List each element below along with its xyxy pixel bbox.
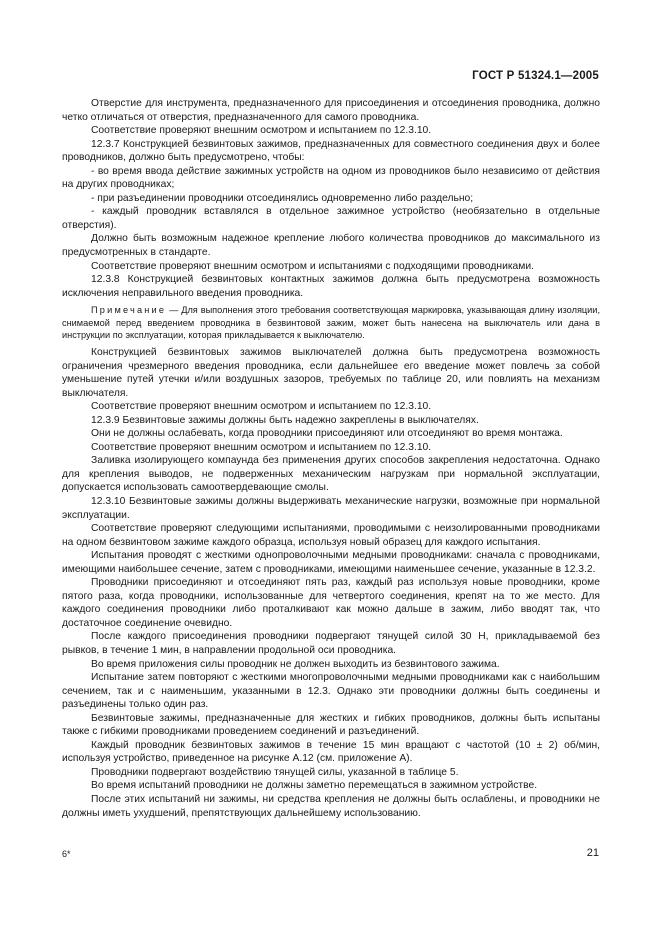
paragraph: Каждый проводник безвинтовых зажимов в течение 15 мин вращают с частотой (10 ± 2) об/мин, используя устройство, приведенное на рисунке А.12 (см. приложение А). <box>62 739 600 765</box>
list-item: - каждый проводник вставлялся в отдельное зажимное устройство (необязательно в отдельные отверстия). <box>62 206 600 231</box>
paragraph: Во время испытаний проводники не должны заметно перемещаться в зажимном устройстве. <box>91 780 538 792</box>
note-label: Примечание <box>91 305 167 316</box>
paragraph: Конструкцией безвинтовых зажимов выключателей должна быть предусмотрена возможность ограничения чрезмерного введения проводника, если дальнейшее его введение может повлечь за собой уменьшение путей утечки и/или воздушных зазоров, требуемых по таблице 20, или повлиять на механизм выключателя. <box>62 346 600 399</box>
paragraph: Соответствие проверяют внешним осмотром и испытаниями с подходящими проводниками. <box>91 260 534 272</box>
paragraph: Соответствие проверяют внешним осмотром и испытанием по 12.3.10. <box>91 441 432 453</box>
note-text: — Для выполнения этого требования соответствующая маркировка, указывающая длину изоляции, снимаемой перед введением проводника в безвинтовой зажим, может быть нанесена на выключатель или дана в инструкции по эксплуатации, которая прикладывается к выключателю. <box>62 305 600 341</box>
note <box>62 304 600 342</box>
paragraph: Проводники подвергают воздействию тянущей силы, указанной в таблице 5. <box>91 766 459 778</box>
standard-header: ГОСТ Р 51324.1—2005 <box>472 70 599 82</box>
sheet-mark: 6* <box>62 849 71 859</box>
document-body <box>62 97 600 820</box>
paragraph: Во время приложения силы проводник не должен выходить из безвинтового зажима. <box>91 658 500 670</box>
list-item: - при разъединении проводники отсоединялись одновременно либо раздельно; <box>91 192 474 204</box>
paragraph: Безвинтовые зажимы, предназначенные для жестких и гибких проводников, должны быть испытаны также с гибкими проводниками проведением соединений и разъединений. <box>62 712 600 738</box>
paragraph: 12.3.8 Конструкцией безвинтовых контактных зажимов должна быть предусмотрена возможность исключения неправильного введения проводника. <box>62 274 600 299</box>
paragraph: После этих испытаний ни зажимы, ни средства крепления не должны быть ослаблены, и проводники не должны иметь ухудшений, препятствующих дальнейшему использованию. <box>62 794 600 819</box>
paragraph: Они не должны ослабевать, когда проводники присоединяют или отсоединяют во время монтажа. <box>91 428 563 440</box>
paragraph: Отверстие для инструмента, предназначенного для присоединения и отсоединения проводника, должно четко отличаться от отверстия, предназначенного для самого проводника. <box>62 98 600 123</box>
page-number: 21 <box>586 847 599 859</box>
paragraph: 12.3.9 Безвинтовые зажимы должны быть надежно закреплены в выключателях. <box>91 414 479 426</box>
paragraph: Соответствие проверяют следующими испытаниями, проводимыми с неизолированными проводниками на одном безвинтовом зажиме каждого образца, используя новый образец для каждого испытания. <box>62 523 600 548</box>
paragraph: 12.3.10 Безвинтовые зажимы должны выдерживать механические нагрузки, возможные при нормальной эксплуатации. <box>62 496 600 521</box>
paragraph: Соответствие проверяют внешним осмотром и испытанием по 12.3.10. <box>91 401 432 413</box>
paragraph: После каждого присоединения проводники подвергают тянущей силой 30 Н, прикладываемой без рывков, в течение 1 мин, в направлении продольной оси проводника. <box>62 631 600 657</box>
paragraph: Соответствие проверяют внешним осмотром и испытанием по 12.3.10. <box>91 125 432 137</box>
paragraph: Заливка изолирующего компаунда без применения других способов закрепления недостаточна. Однако для крепления выводов, не подверженных механическим нагрузкам при нормальной эксплуатации, допускается использовать самоотвердевающие смолы. <box>62 455 600 494</box>
paragraph: Испытания проводят с жесткими однопроволочными медными проводниками: сначала с проводниками, имеющими наибольшее сечение, затем с проводниками, имеющими наименьшее сечение, указанные в 12.3.2. <box>62 550 600 575</box>
paragraph: Проводники присоединяют и отсоединяют пять раз, каждый раз используя новые проводники, кроме пятого раза, когда проводники, использованные для четвертого соединения, крепят на то же место. Для каждого соединения проводники либо проталкивают как можно дальше в зажим, либо вводят так, что достаточное соединение очевидно. <box>62 577 600 629</box>
paragraph: Должно быть возможным надежное крепление любого количества проводников до максимального из предусмотренных в стандарте. <box>62 233 600 259</box>
paragraph: 12.3.7 Конструкцией безвинтовых зажимов, предназначенных для совместного соединения двух и более проводников, должно быть предусмотрено, чтобы: <box>62 138 600 164</box>
paragraph: Испытание затем повторяют с жесткими многопроволочными медными проводниками как с наибольшим сечением, так и с наименьшим, указанными в 12.3. Однако эти проводники должны быть соединены и разъединены только один раз. <box>62 672 600 711</box>
list-item: - во время ввода действие зажимных устройств на одном из проводников было независимо от действия на других проводниках; <box>62 165 600 191</box>
